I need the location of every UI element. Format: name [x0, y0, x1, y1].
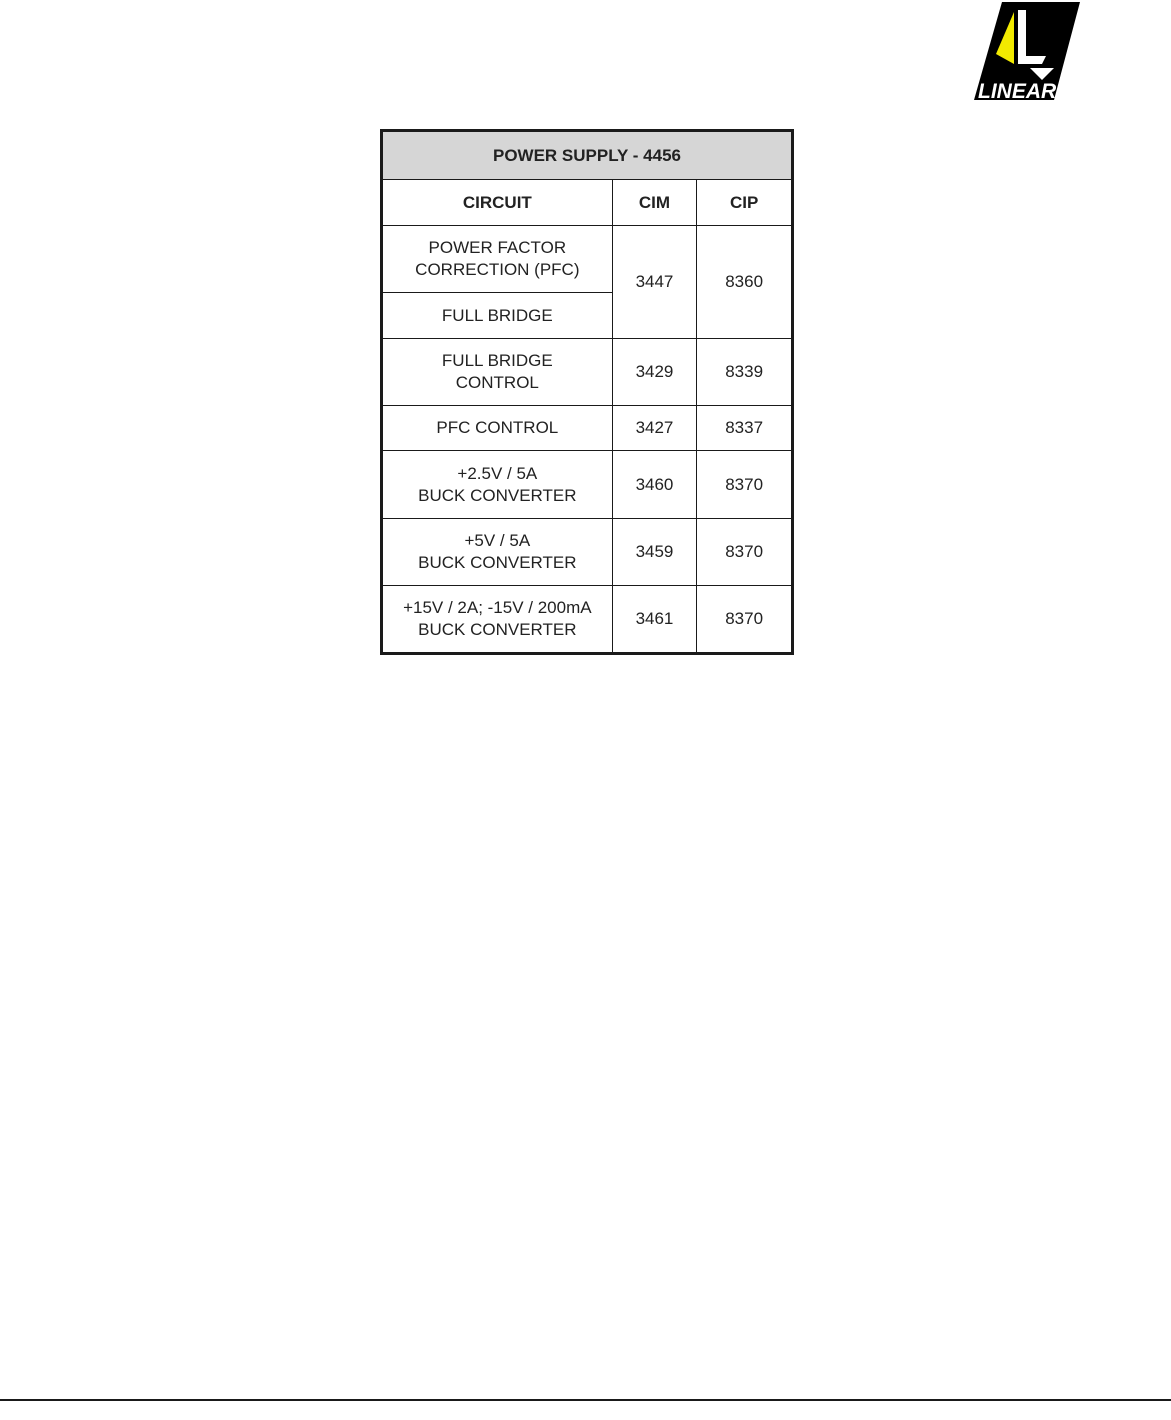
circuit-cell	[382, 226, 613, 293]
table-row	[382, 586, 793, 654]
circuit-text: POWER FACTOR CORRECTION (PFC)	[415, 238, 580, 279]
linear-logo-graphic	[974, 2, 1080, 100]
table-row	[382, 451, 793, 519]
cip-cell: 8370	[697, 519, 793, 586]
circuit-cell	[382, 293, 613, 339]
cim-cell: 3429	[612, 339, 697, 406]
table-row	[382, 406, 793, 451]
circuit-text: +15V / 2A; -15V / 200mA BUCK CONVERTER	[403, 598, 592, 639]
power-supply-table	[380, 129, 794, 655]
linear-logo	[974, 2, 1080, 100]
circuit-cell	[382, 586, 613, 654]
cim-cell: 3459	[612, 519, 697, 586]
cip-cell: 8370	[697, 451, 793, 519]
logo-wordmark: LINEAR	[978, 80, 1057, 100]
header-cip: CIP	[697, 180, 793, 226]
circuit-cell	[382, 519, 613, 586]
footer-divider	[0, 1399, 1171, 1401]
cip-cell: 8370	[697, 586, 793, 654]
cip-cell: 8360	[697, 226, 793, 339]
table-title-row	[382, 131, 793, 180]
table-header-row	[382, 180, 793, 226]
circuit-text: FULL BRIDGE CONTROL	[441, 351, 553, 392]
circuit-text: PFC CONTROL	[436, 418, 559, 437]
header-circuit: CIRCUIT	[382, 180, 613, 226]
cim-cell: 3447	[612, 226, 697, 339]
circuit-cell	[382, 451, 613, 519]
table-row	[382, 226, 793, 293]
circuit-text: +2.5V / 5A BUCK CONVERTER	[418, 463, 577, 505]
cim-cell: 3460	[612, 451, 697, 519]
power-supply-table-container	[380, 129, 794, 655]
table-row	[382, 339, 793, 406]
cim-cell: 3461	[612, 586, 697, 654]
circuit-cell	[382, 339, 613, 406]
header-cim: CIM	[612, 180, 697, 226]
table-title: POWER SUPPLY - 4456	[382, 131, 793, 180]
circuit-cell	[382, 406, 613, 451]
cip-cell: 8339	[697, 339, 793, 406]
cip-cell: 8337	[697, 406, 793, 451]
cim-cell: 3427	[612, 406, 697, 451]
table-row	[382, 519, 793, 586]
circuit-text: FULL BRIDGE	[441, 305, 553, 325]
circuit-text: +5V / 5A BUCK CONVERTER	[418, 531, 577, 572]
